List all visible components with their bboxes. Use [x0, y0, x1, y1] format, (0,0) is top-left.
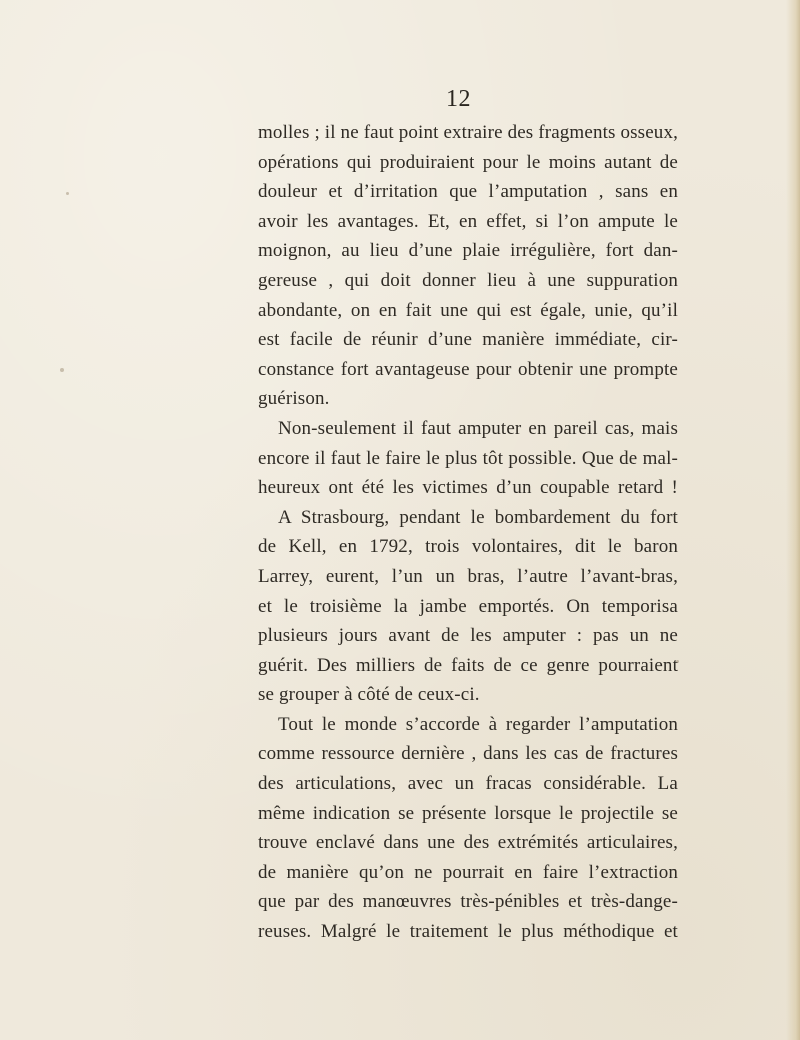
text-line: molles ; il ne faut point extraire des fragments osseux, [258, 122, 678, 143]
text-line: Larrey, eurent, l’un un bras, l’autre l’avant-bras, [258, 565, 678, 587]
text-line: des articulations, avec un fracas considérable. La [258, 773, 678, 795]
text-line: trouve enclavé dans une des extrémités articulaires, [258, 832, 678, 854]
text-line: plusieurs jours avant de les amputer : pas un ne [258, 625, 678, 647]
text-line: A Strasbourg, pendant le bombardement du fort [278, 506, 678, 528]
text-line: Tout le monde s’accorde à regarder l’amputation [278, 713, 678, 735]
text-line: moignon, au lieu d’une plaie irrégulière, fort dan- [258, 240, 678, 262]
text-line: douleur et d’irritation que l’amputation , sans en [258, 181, 678, 203]
paper-speck [60, 368, 64, 372]
page-number: 12 [446, 86, 471, 112]
text-line: est facile de réunir d’une manière immédiate, cir- [258, 329, 678, 351]
page-edge-shadow [786, 0, 800, 1040]
text-line: encore il faut le faire le plus tôt possible. Que de mal- [258, 447, 678, 469]
text-line: guérit. Des milliers de faits de ce genre pourraient [258, 654, 678, 676]
text-line: gereuse , qui doit donner lieu à une suppuration [258, 269, 678, 291]
text-line: se grouper à côté de ceux-ci. [258, 684, 480, 706]
text-line: abondante, on en fait une qui est égale, unie, qu’il [258, 299, 678, 321]
paper-speck [66, 192, 69, 195]
text-line: Non-seulement il faut amputer en pareil cas, mais [278, 417, 678, 439]
text-line: reuses. Malgré le traitement le plus méthodique et [258, 921, 678, 943]
text-line: de manière qu’on ne pourrait en faire l’extraction [258, 861, 678, 883]
text-line: de Kell, en 1792, trois volontaires, dit le baron [258, 536, 678, 558]
text-line: même indication se présente lorsque le projectile se [258, 802, 678, 824]
text-line: opérations qui produiraient pour le moins autant de [258, 151, 678, 173]
text-line: heureux ont été les victimes d’un coupable retard ! [258, 477, 678, 499]
text-line: comme ressource dernière , dans les cas de fractures [258, 743, 678, 765]
text-line: constance fort avantageuse pour obtenir une prompte [258, 358, 678, 380]
text-line: et le troisième la jambe emportés. On temporisa [258, 595, 678, 617]
body-text [258, 118, 678, 947]
text-line: guérison. [258, 388, 330, 410]
text-line: que par des manœuvres très-pénibles et très-dange- [258, 891, 678, 913]
text-line: avoir les avantages. Et, en effet, si l’on ampute le [258, 210, 678, 232]
